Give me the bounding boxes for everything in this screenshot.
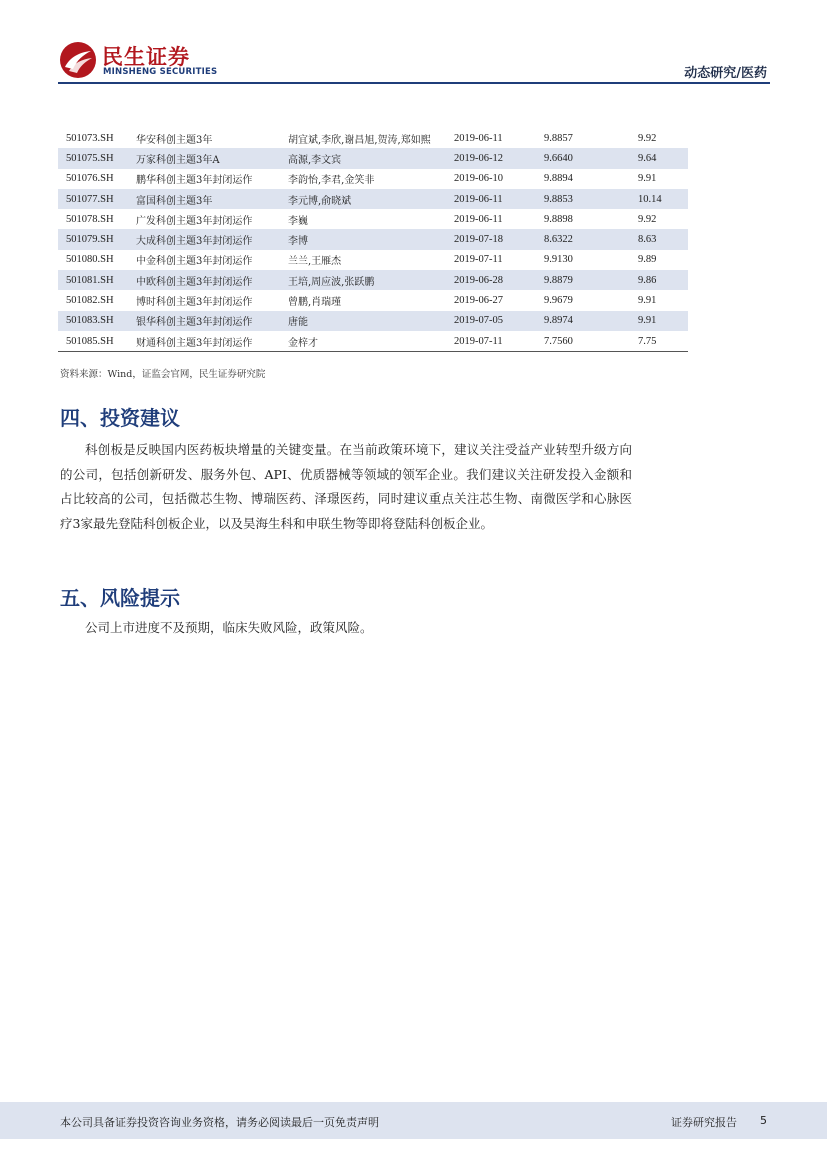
company-logo: [58, 40, 218, 80]
value-cell: 9.92: [638, 132, 657, 144]
fund-code-cell: 501080.SH: [66, 254, 114, 266]
fund-name-cell: 财通科创主题3年封闭运作: [136, 331, 288, 352]
table-row: [58, 270, 688, 290]
page-footer: [0, 1102, 827, 1139]
fund-code-cell: 501079.SH: [58, 229, 136, 249]
nav-cell: 9.9130: [544, 254, 573, 266]
fund-manager-cell: 曾鹏,肖瑞瑾: [288, 297, 342, 309]
nav-cell: 9.8894: [544, 173, 573, 185]
fund-code-cell: 501085.SH: [58, 331, 136, 352]
launch-date-cell: 2019-07-18: [454, 229, 544, 249]
table-row: [58, 209, 688, 229]
fund-code-cell: 501077.SH: [58, 189, 136, 209]
fund-manager-cell: 胡宜斌,李欣,谢昌旭,贺涛,郑如熙: [288, 134, 431, 146]
fund-name-cell: 鹏华科创主题3年封闭运作: [136, 175, 253, 187]
footer-report-label: 证券研究报告: [671, 1116, 737, 1129]
footer-disclaimer: 本公司具备证券投资咨询业务资格，请务必阅读最后一页免责声明: [60, 1116, 379, 1129]
nav-cell: 9.8879: [544, 270, 638, 290]
nav-cell: 9.8898: [544, 213, 573, 225]
value-cell: 9.91: [638, 173, 657, 185]
fund-name-cell: 银华科创主题3年封闭运作: [136, 311, 288, 331]
fund-name-cell: 博时科创主题3年封闭运作: [136, 297, 253, 309]
page-number: 5: [760, 1114, 767, 1127]
launch-date-cell: 2019-06-11: [454, 132, 503, 144]
launch-date-cell: 2019-07-11: [454, 254, 503, 266]
fund-code-cell: 501075.SH: [58, 148, 136, 168]
fund-manager-cell: 兰兰,王雁杰: [288, 256, 342, 268]
fund-code-cell: 501083.SH: [58, 311, 136, 331]
fund-name-cell: 华安科创主题3年: [136, 134, 213, 146]
nav-cell: 7.7560: [544, 331, 638, 352]
table-row: [58, 229, 688, 249]
logo-text-cn: 民生证券: [102, 45, 190, 69]
nav-cell: 9.8857: [544, 132, 573, 144]
value-cell: 9.91: [638, 295, 657, 307]
launch-date-cell: 2019-06-28: [454, 270, 544, 290]
launch-date-cell: 2019-06-12: [454, 148, 544, 168]
fund-manager-cell: 唐能: [288, 311, 454, 331]
table-row: [58, 128, 688, 148]
table-row: [58, 311, 688, 331]
table-row: [58, 189, 688, 209]
header-divider: [58, 82, 770, 84]
fund-code-cell: 501078.SH: [66, 213, 114, 225]
value-cell: 10.14: [638, 189, 688, 209]
launch-date-cell: 2019-07-11: [454, 331, 544, 352]
launch-date-cell: 2019-06-11: [454, 213, 503, 225]
logo-text-en: MINSHENG SECURITIES: [103, 67, 218, 77]
value-cell: 9.92: [638, 213, 657, 225]
launch-date-cell: 2019-07-05: [454, 311, 544, 331]
fund-manager-cell: 金梓才: [288, 331, 454, 352]
section-body-risk-warning: 公司上市进度不及预期，临床失败风险，政策风险。: [85, 620, 373, 635]
launch-date-cell: 2019-06-11: [454, 189, 544, 209]
fund-code-cell: 501081.SH: [58, 270, 136, 290]
nav-cell: 9.9679: [544, 295, 573, 307]
fund-name-cell: 万家科创主题3年A: [136, 148, 288, 168]
report-type-label: 动态研究/医药: [684, 66, 767, 81]
value-cell: 9.91: [638, 311, 688, 331]
minsheng-logo-icon: [58, 40, 98, 80]
fund-manager-cell: 李元博,俞晓斌: [288, 189, 454, 209]
table-row: [58, 148, 688, 168]
value-cell: 8.63: [638, 229, 688, 249]
fund-name-cell: 中金科创主题3年封闭运作: [136, 256, 253, 268]
nav-cell: 9.6640: [544, 148, 638, 168]
table-row: [58, 331, 688, 352]
table-row: [58, 169, 688, 189]
table-source-note: 资料来源：Wind，证监会官网，民生证券研究院: [60, 369, 266, 380]
fund-name-cell: 中欧科创主题3年封闭运作: [136, 270, 288, 290]
fund-name-cell: 广发科创主题3年封闭运作: [136, 215, 253, 227]
nav-cell: 9.8853: [544, 189, 638, 209]
value-cell: 9.86: [638, 270, 688, 290]
nav-cell: 8.6322: [544, 229, 638, 249]
launch-date-cell: 2019-06-27: [454, 295, 503, 307]
fund-manager-cell: 高源,李文宾: [288, 148, 454, 168]
section-title-investment-advice: 四、投资建议: [60, 406, 180, 430]
table-row: [58, 250, 688, 270]
fund-code-cell: 501076.SH: [66, 173, 114, 185]
launch-date-cell: 2019-06-10: [454, 173, 503, 185]
value-cell: 7.75: [638, 331, 688, 352]
fund-manager-cell: 王培,周应波,张跃鹏: [288, 270, 454, 290]
section-body-investment-advice: 科创板是反映国内医药板块增量的关键变量。在当前政策环境下，建议关注受益产业转型升级方向的公司，包括创新研发、服务外包、API、优质器械等领域的领军企业。我们建议关注研发投入金额和占比较高的公司，包括微芯生物、博瑞医药、泽璟医药，同时建议重点关注芯生物、南微医学和心脉医疗3家最先登陆科创板企业，以及昊海生科和申联生物等即将登陆科创板企业。: [60, 442, 632, 531]
fund-manager-cell: 李巍: [288, 215, 308, 227]
table-row: [58, 290, 688, 310]
fund-manager-cell: 李韵怡,李君,金笑非: [288, 175, 375, 187]
nav-cell: 9.8974: [544, 311, 638, 331]
value-cell: 9.89: [638, 254, 657, 266]
fund-code-cell: 501082.SH: [66, 295, 114, 307]
section-title-risk-warning: 五、风险提示: [60, 586, 180, 610]
fund-name-cell: 富国科创主题3年: [136, 189, 288, 209]
fund-code-cell: 501073.SH: [66, 132, 114, 144]
value-cell: 9.64: [638, 148, 688, 168]
fund-manager-cell: 李博: [288, 229, 454, 249]
fund-name-cell: 大成科创主题3年封闭运作: [136, 229, 288, 249]
page-header: [0, 0, 827, 88]
fund-table: [58, 128, 688, 352]
